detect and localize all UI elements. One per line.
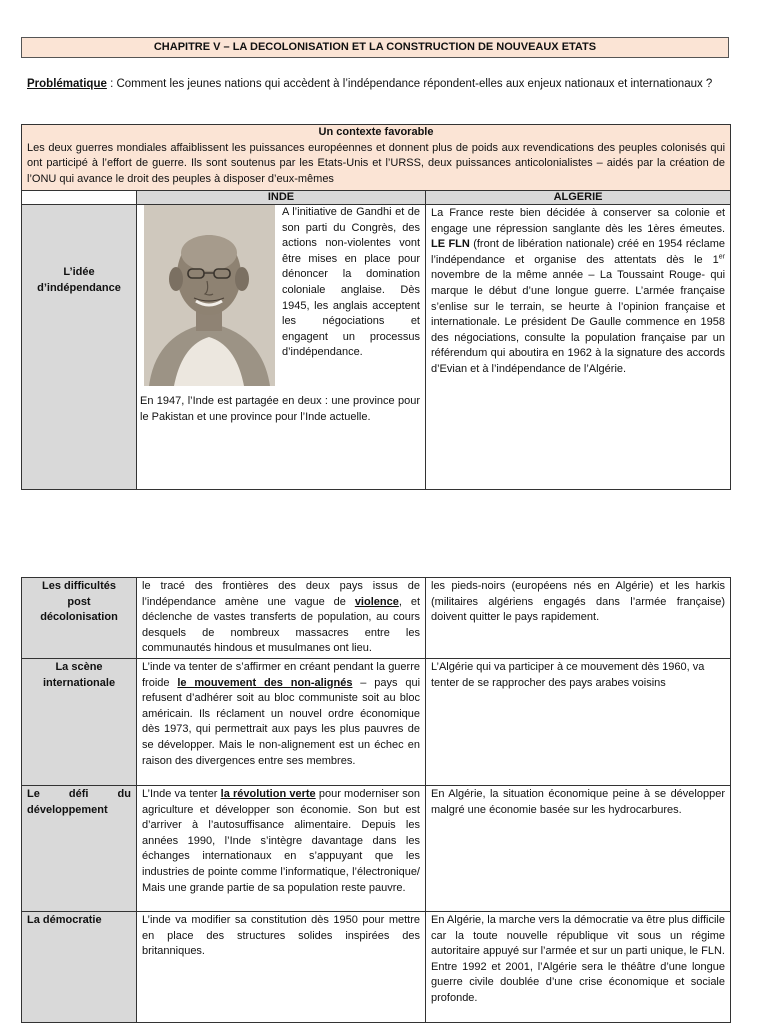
cell-defi-inde (137, 785, 426, 911)
non-alignes-keyword: le mouvement des non-alignés (177, 676, 353, 689)
header-empty-cell (22, 191, 137, 205)
cell-idee-inde (137, 205, 426, 490)
cell-difficultes-inde (137, 578, 426, 659)
violence-keyword: violence (354, 595, 399, 608)
defi-inde-text-a: L’Inde va tenter (142, 787, 221, 800)
problematique-text: : Comment les jeunes nations qui accèdent à l’indépendance répondent-elles aux enjeux nationaux et internationaux ? (106, 78, 713, 90)
gandhi-portrait-image (144, 205, 275, 386)
cell-defi-algerie: En Algérie, la situation économique peine à se développer malgré une économie basée sur les hydrocarbures. (426, 785, 731, 911)
chapter-title: CHAPITRE V – LA DECOLONISATION ET LA CONSTRUCTION DE NOUVEAUX ETATS (21, 37, 729, 58)
row-label-difficultes: Les difficultés post décolonisation (22, 578, 137, 659)
scene-inde-text-b: – pays qui refusent d’adhérer soit au bloc communiste soit au bloc américain. Ils réclament un nouvel ordre économique dès 1973, qui permettrait aux pays les plus pauvres de se développer. Mais le non-alignement est un échec en raison des divergences entre ses membres. (142, 676, 421, 767)
problematique-label: Problématique (27, 78, 107, 90)
row-defi (22, 785, 731, 911)
difficultes-inde-text-a: le tracé des frontières des deux pays issus de l’indépendance amène une vague de (142, 580, 420, 608)
themes-table (21, 577, 731, 1023)
row-label-idee (22, 205, 137, 490)
context-text: Les deux guerres mondiales affaiblissent les puissances européennes et donnent plus de poids aux revendications des peuples colonisés qui ont participé à l’effort de guerre. Ils sont soutenus par les Etats-Unis et l’URSS, deux puissances anticolonialistes – aidés par la création de l’ONU qui avance le droit des peuples à disposer d’eux-mêmes (27, 141, 726, 185)
cell-scene-algerie: L’Algérie qui va participer à ce mouvement dès 1960, va tenter de se rapprocher des pays arabes voisins (426, 658, 731, 785)
fln-keyword: LE FLN (431, 238, 470, 251)
idee-inde-text-2: En 1947, l’Inde est partagée en deux : une province pour le Pakistan et une province pour l’Inde actuelle. (140, 395, 420, 423)
cell-scene-inde (137, 658, 426, 785)
row-scene (22, 658, 731, 785)
row-idee (22, 205, 731, 490)
cell-idee-algerie (426, 205, 731, 490)
context-table (21, 124, 731, 490)
context-row (22, 125, 731, 191)
column-header-inde: INDE (137, 191, 426, 205)
column-header-algerie: ALGERIE (426, 191, 731, 205)
column-header-row (22, 191, 731, 205)
idee-inde-text: A l’initiative de Gandhi et de son parti du Congrès, des actions non-violentes vont être mises en place pour dénoncer la domination coloniale anglaise. Dès 1945, les anglais acceptent les négociations et engagent un processus d’indépendance. (282, 206, 420, 359)
cell-democratie-algerie: En Algérie, la marche vers la démocratie va être plus difficile car la toute nouvelle république vit sous un régime autoritaire appuyé sur l’armée et sur un parti unique, le FLN. Entre 1992 et 2001, l’Algérie sera le théâtre d’une longue guerre civile doublée d’une crise économique et sociale profonde. (426, 911, 731, 1022)
cell-difficultes-algerie: les pieds-noirs (européens nés en Algérie) et les harkis (militaires algériens engagés dans l’armée française) doivent quitter le pays rapidement. (426, 578, 731, 659)
revolution-verte-keyword: la révolution verte (220, 787, 316, 800)
row-difficultes (22, 578, 731, 659)
scene-inde-text-a: L’inde va tenter de s’affirmer en créant pendant la guerre froide (142, 660, 420, 689)
row-democratie (22, 911, 731, 1022)
cell-democratie-inde: L’inde va modifier sa constitution dès 1950 pour mettre en place des structures solides inspirées des britanniques. (137, 911, 426, 1022)
row-label-defi: Le défi du développement (22, 785, 137, 911)
difficultes-inde-text-b: , et déclenche de vastes transferts de population, au cours desquels de nombreux massacres entre les communautés hindous et musulmanes ont lieu. (142, 595, 420, 655)
context-title: Un contexte favorable (318, 126, 434, 138)
row-label-idee-text: L’idée d’indépendance (37, 266, 121, 294)
idee-algerie-text-a: La France reste bien décidée à conserver sa colonie et engage une répression sanglante dès les 1ères émeutes. (431, 207, 726, 235)
portrait-illustration (144, 205, 275, 386)
idee-algerie-text-b: (front de libération nationale) créé en 1954 réclame l’indépendance et organise des attentats dès le 1 (431, 238, 726, 266)
row-label-democratie: La démocratie (22, 911, 137, 1022)
defi-inde-text-b: pour moderniser son agriculture et développer son économie. Son but est d’arriver à l’autosuffisance alimentaire. Depuis les années 1990, l’Inde s’intègre davantage dans les échanges internationaux en s’appuyant que les industries de pointe comme l’informatique, l’électronique/ Mais une grande partie de sa population reste pauvre. (142, 787, 420, 894)
problematique (27, 76, 722, 93)
row-label-scene: La scène internationale (22, 658, 137, 785)
idee-algerie-text-c: novembre de la même année – La Toussaint Rouge- qui marque le début d’une longue guerre. L’armée française s’enlise sur le terrain, se heurte à l’opinion française et internationale. Le président De Gaulle commence en 1958 des négociations, consulte la population française par un référendum qui aboutira en 1962 à la signature des accords d’Evian et à l’indépendance de l’Algérie. (431, 269, 726, 375)
idee-algerie-sup: er (718, 253, 726, 261)
